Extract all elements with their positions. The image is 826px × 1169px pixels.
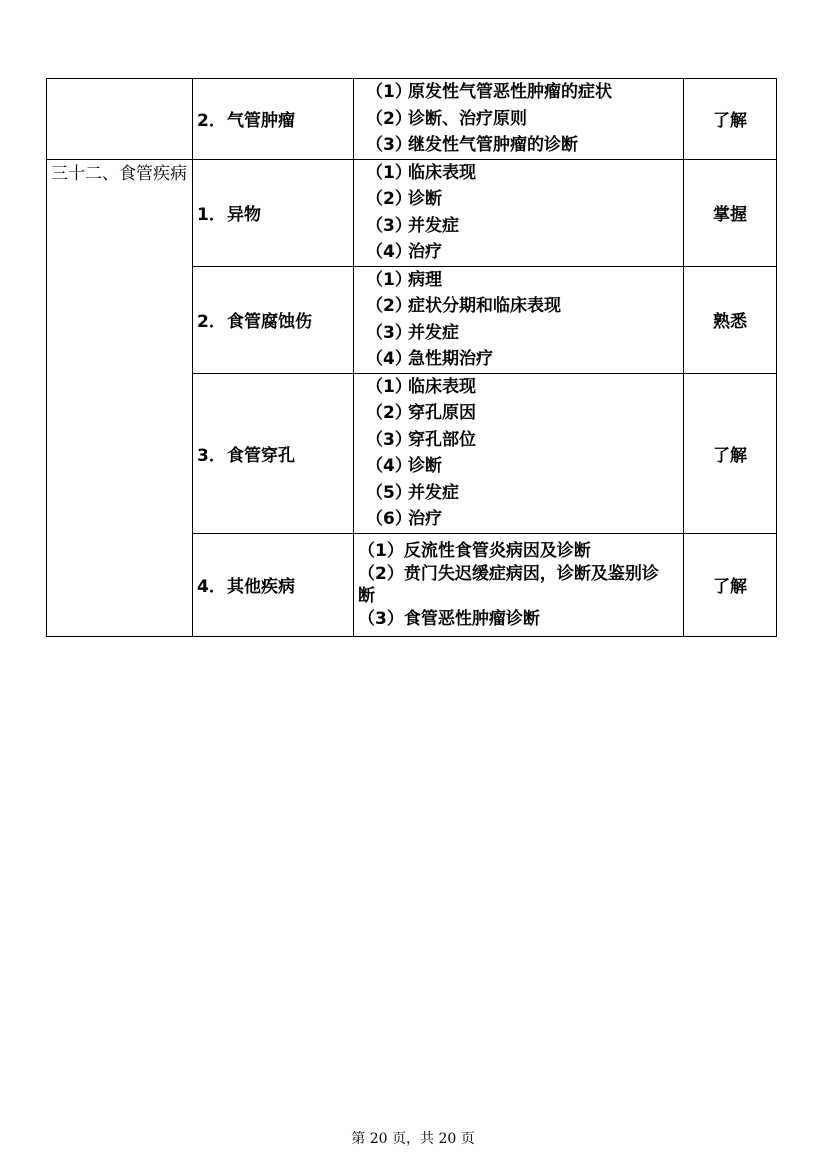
list-item: （4）急性期治疗: [366, 349, 493, 369]
table-row: [47, 79, 777, 160]
level-cell: 了解: [684, 373, 777, 533]
list-item: （1）病理: [366, 269, 442, 290]
topic-title: 食管腐蚀伤: [227, 312, 312, 332]
items-cell: [354, 79, 684, 160]
list-item: （3）并发症: [366, 215, 459, 236]
topic-cell: [193, 79, 354, 160]
list-item: （4）治疗: [366, 242, 442, 262]
topic-title: 食管穿孔: [227, 445, 295, 466]
list-item: （1）临床表现: [366, 376, 476, 397]
topic-cell: [193, 373, 354, 533]
section-title: 三十二、食管疾病: [47, 159, 193, 636]
list-item: （2）贲门失迟缓症病因，诊断及鉴别诊断: [358, 563, 659, 606]
list-item: （1）反流性食管炎病因及诊断: [358, 540, 591, 561]
level-cell: 了解: [684, 533, 777, 636]
page-number: 第 20 页，共 20 页: [351, 1131, 475, 1147]
topic-number: 4．: [197, 577, 226, 597]
items-cell: [354, 159, 684, 266]
topic-number: 2．: [197, 312, 226, 332]
list-item: （3）食管恶性肿瘤诊断: [358, 608, 540, 629]
list-item: （1）原发性气管恶性肿瘤的症状: [366, 82, 612, 102]
list-item: （3）并发症: [366, 322, 459, 343]
items-cell: [354, 373, 684, 533]
topic-title: 气管肿瘤: [227, 111, 295, 132]
topic-cell: [193, 266, 354, 373]
items-cell: [354, 533, 684, 636]
topic-title: 其他疾病: [227, 577, 295, 597]
list-item: （2）症状分期和临床表现: [366, 296, 561, 316]
items-cell: [354, 266, 684, 373]
topic-cell: [193, 159, 354, 266]
list-item: （3）穿孔部位: [366, 429, 476, 450]
section-cell-empty: [47, 79, 193, 160]
table-row: [47, 159, 777, 266]
list-item: （1）临床表现: [366, 162, 476, 183]
list-item: （5）并发症: [366, 482, 459, 503]
list-item: （4）诊断: [366, 456, 442, 476]
topic-number: 1．: [197, 205, 226, 225]
topic-title: 异物: [227, 205, 261, 225]
list-item: （2）诊断: [366, 189, 442, 209]
level-cell: 熟悉: [684, 266, 777, 373]
topic-number: 3．: [197, 445, 226, 466]
list-item: （3）继发性气管肿瘤的诊断: [366, 135, 578, 155]
list-item: （2）穿孔原因: [366, 403, 476, 423]
topic-number: 2．: [197, 111, 226, 132]
level-cell: 掌握: [684, 159, 777, 266]
list-item: （6）治疗: [366, 509, 442, 529]
list-item: （2）诊断、治疗原则: [366, 108, 527, 129]
level-cell: 了解: [684, 79, 777, 160]
topic-cell: [193, 533, 354, 636]
syllabus-table: [46, 78, 777, 637]
